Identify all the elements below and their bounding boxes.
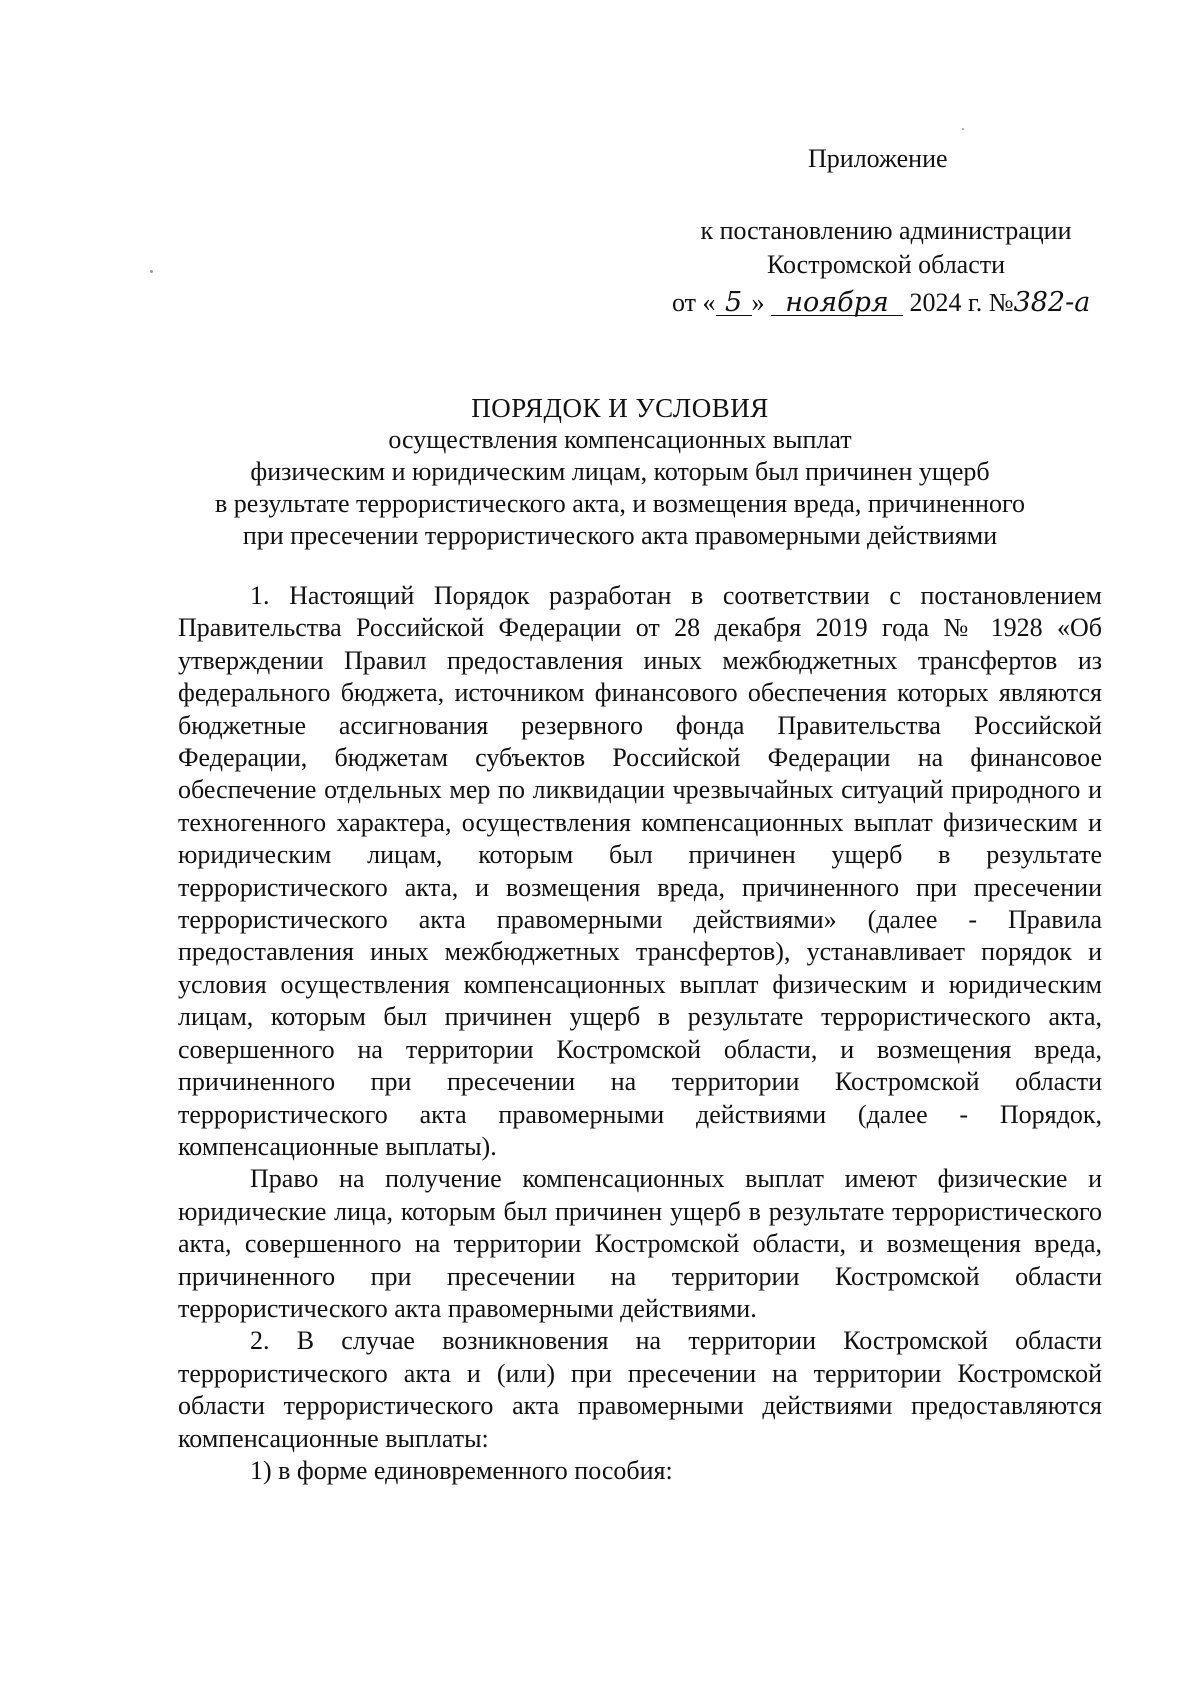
scan-speck <box>962 128 964 130</box>
annex-title: Приложение <box>808 144 948 173</box>
scan-speck <box>150 270 153 273</box>
heading-subtitle-1: осуществления компенсационных выплат <box>388 425 852 454</box>
date-day-field <box>716 287 752 318</box>
paragraph-3: 2. В случае возникновения на территории Костромской области террористического акта и (или) при пресечении на территории Костромской области террористического акта правомерными действиями предоставляются компенсационные выплаты: <box>178 1326 1102 1453</box>
heading-title: ПОРЯДОК И УСЛОВИЯ <box>471 393 769 423</box>
heading-subtitle-3: в результате террористического акта, и возмещения вреда, причиненного <box>215 489 1025 518</box>
document-body <box>178 580 1102 1487</box>
date-year: 2024 г. № <box>909 288 1014 317</box>
date-month-handwritten: ноября <box>785 287 889 318</box>
date-mid: » <box>751 288 765 317</box>
annex-date-line <box>672 286 1104 320</box>
annex-addressee <box>676 214 1096 282</box>
annex-addressee-line-2: Костромской области <box>766 250 1006 279</box>
heading-subtitle-4: при пресечении террористического акта правомерными действиями <box>242 521 998 550</box>
paragraph-4: 1) в форме единовременного пособия: <box>250 1455 673 1485</box>
heading-subtitle-2: физическим и юридическим лицам, которым был причинен ущерб <box>250 457 990 486</box>
doc-number-handwritten: 382-а <box>1013 287 1091 318</box>
date-prefix: от « <box>672 288 716 317</box>
paragraph-1: 1. Настоящий Порядок разработан в соответствии с постановлением Правительства Российской Федерации от 28 декабря 2019 года № 1928 «Об утверждении Правил предоставления иных межбюджетных трансфертов из федерального бюджета, источником финансового обеспечения которых являются бюджетные ассигнования резервного фонда Правительства Российской Федерации, бюджетам субъектов Российской Федерации на финансовое обеспечение отдельных мер по ликвидации чрезвычайных ситуаций природного и техногенного характера, осуществления компенсационных выплат физическим и юридическим лицам, которым был причинен ущерб в результате террористического акта, и возмещения вреда, причиненного при пресечении террористического акта правомерными действиями» (далее - Правила предоставления иных межбюджетных трансфертов), устанавливает порядок и условия осуществления компенсационных выплат физическим и юридическим лицам, которым был причинен ущерб в результате террористического акта, совершенного на территории Костромской области, и возмещения вреда, причиненного при пресечении на территории Костромской области террористического акта правомерными действиями (далее - Порядок, компенсационные выплаты). <box>178 581 1102 1161</box>
date-month-field <box>771 287 903 318</box>
paragraph-2: Право на получение компенсационных выплат имеют физические и юридические лица, которым был причинен ущерб в результате террористического акта, совершенного на территории Костромской области, и возмещения вреда, причиненного при пресечении на территории Костромской области террористического акта правомерными действиями. <box>178 1164 1102 1323</box>
annex-addressee-line-1: к постановлению администрации <box>700 216 1072 245</box>
document-heading <box>140 392 1100 552</box>
date-day-handwritten: 5 <box>724 287 743 318</box>
